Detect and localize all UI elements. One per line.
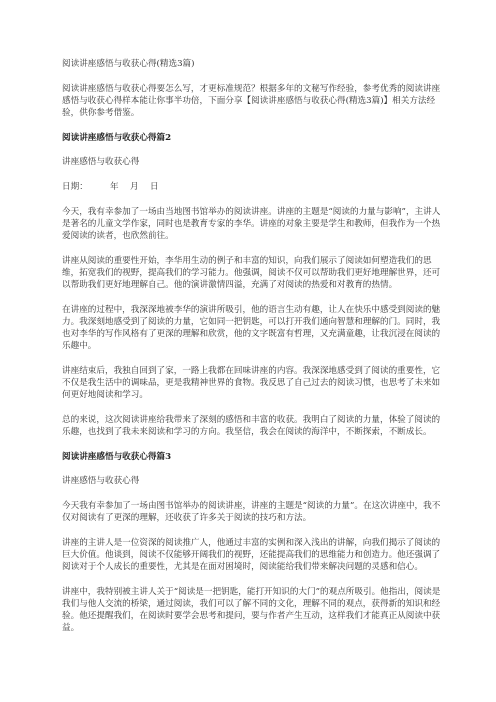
section-2-paragraph: 今天，我有幸参加了一场由当地图书馆举办的阅读讲座。讲座的主题是“阅读的力量与影响”，主讲人是著名的儿童文学作家，同时也是教育专家的李华。讲座的对象主要是学生和教师，但我作为一个热爱阅读的读者，也欣然前往。 [62,207,441,241]
section-3-paragraph: 讲座的主讲人是一位资深的阅读推广人，他通过丰富的实例和深入浅出的讲解，向我们揭示了阅读的巨大价值。他谈到，阅读不仅能够开阔我们的视野，还能提高我们的思维能力和创造力。他还强调了阅读对于个人成长的重要性，尤其是在面对困境时，阅读能给我们带来解决问题的灵感和信心。 [62,538,441,572]
section-3-paragraph: 今天我有幸参加了一场由图书馆举办的阅读讲座，讲座的主题是“阅读的力量”。在这次讲座中，我不仅对阅读有了更深的理解，还收获了许多关于阅读的技巧和方法。 [62,501,441,523]
section-2-paragraph: 讲座从阅读的重要性开始，李华用生动的例子和丰富的知识，向我们展示了阅读如何塑造我们的思维，拓宽我们的视野，提高我们的学习能力。他强调，阅读不仅可以帮助我们更好地理解世界，还可以帮助我们更好地理解自己。他的演讲激情四溢，充满了对阅读的热爱和对教育的热情。 [62,256,441,290]
date-year: 年 [110,182,119,192]
section-2-paragraph: 总的来说，这次阅读讲座给我带来了深刻的感悟和丰富的收获。我明白了阅读的力量，体验了阅读的乐趣，也找到了我未来阅读和学习的方向。我坚信，我会在阅读的海洋中，不断探索，不断成长。 [62,415,441,437]
section-3-subtitle: 讲座感悟与收获心得 [62,476,140,486]
date-label: 日期： [62,182,88,192]
date-month: 月 [130,182,139,192]
section-3-heading: 阅读讲座感悟与收获心得篇3 [62,452,172,462]
date-day: 日 [150,182,159,192]
date-line [62,181,442,193]
document-title: 阅读讲座感悟与收获心得(精选3篇) [62,59,195,69]
section-2-subtitle: 讲座感悟与收获心得 [62,157,140,167]
section-2-paragraph: 讲座结束后，我独自回到了家，一路上我都在回味讲座的内容。我深深地感受到了阅读的重要性，它不仅是我生活中的调味品，更是我精神世界的食物。我反思了自己过去的阅读习惯，也思考了未来如何更好地阅读和学习。 [62,366,441,400]
section-3-paragraph: 讲座中，我特别被主讲人关于“阅读是一把钥匙，能打开知识的大门”的观点所吸引。他指出，阅读是我们与他人交流的桥梁，通过阅读，我们可以了解不同的文化，理解不同的观点，获得新的知识和经验。他还提醒我们，在阅读时要学会思考和提问，要与作者产生互动，这样我们才能真正从阅读中获益。 [62,587,441,633]
section-2-heading: 阅读讲座感悟与收获心得篇2 [62,133,172,143]
intro-paragraph: 阅读讲座感悟与收获心得要怎么写，才更标准规范？根据多年的文秘写作经验，参考优秀的阅读讲座感悟与收获心得样本能让你事半功倍，下面分享【阅读讲座感悟与收获心得(精选3篇)】相关方法经验，供你参考借鉴。 [62,84,441,118]
section-2-paragraph: 在讲座的过程中，我深深地被李华的演讲所吸引，他的语言生动有趣，让人在快乐中感受到阅读的魅力。我深刻地感受到了阅读的力量，它如同一把钥匙，可以打开我们通向智慧和理解的门。同时，我也对李华的写作风格有了更深的理解和欣赏，他的文字既富有哲理，又充满童趣，让我沉浸在阅读的乐趣中。 [62,305,441,351]
document-page [62,0,442,647]
